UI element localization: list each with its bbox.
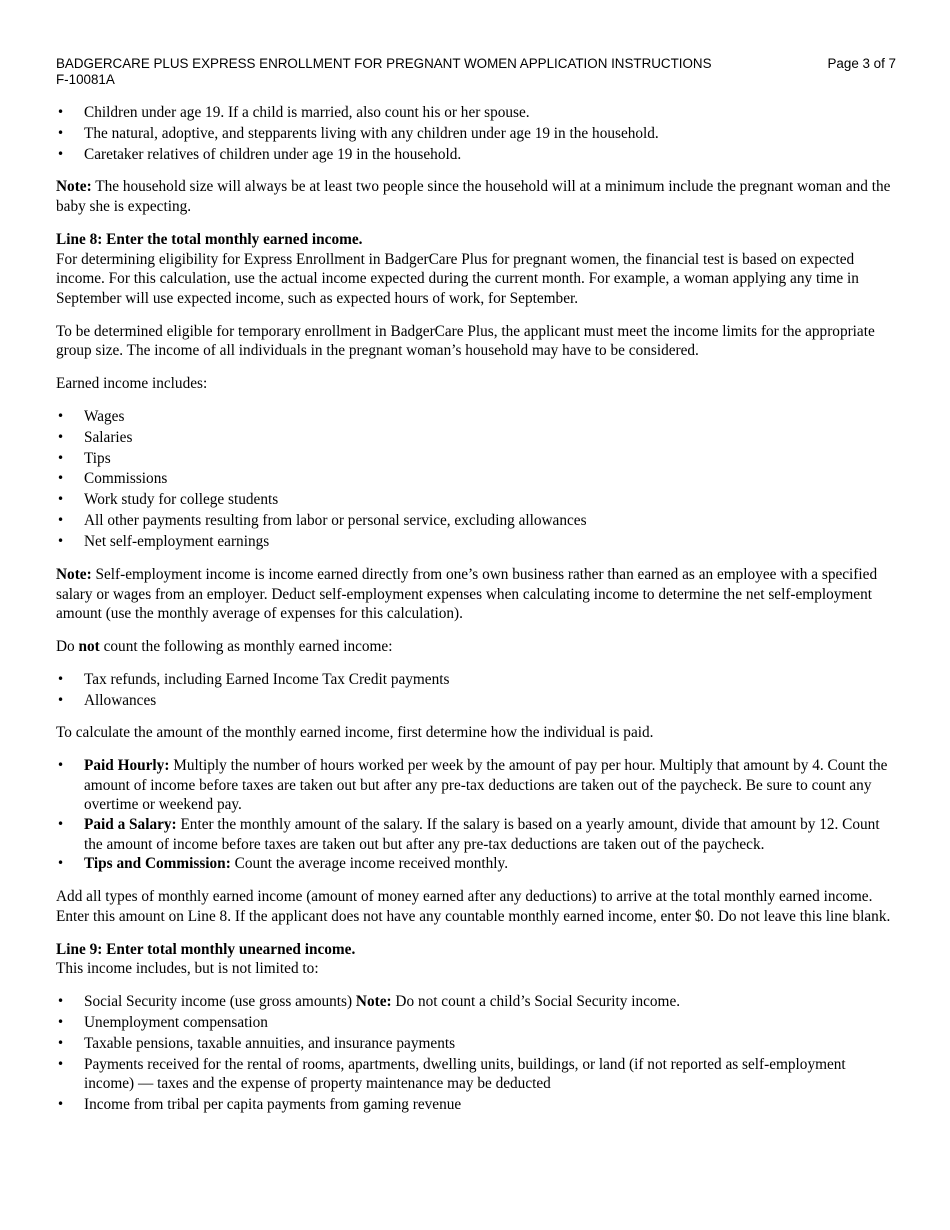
list-item-tips-commission: • Tips and Commission: Count the average income received monthly. [56,854,896,874]
list-item: • Payments received for the rental of rooms, apartments, dwelling units, buildings, or land (if not reported as self-employment income) — taxes and the expense of property maintenance may be deducted [56,1055,896,1094]
earned-income-intro: Earned income includes: [56,375,208,393]
list-item: • Taxable pensions, taxable annuities, and insurance payments [56,1034,896,1054]
list-item: • Unemployment compensation [56,1013,896,1033]
document-title: BADGERCARE PLUS EXPRESS ENROLLMENT FOR PREGNANT WOMEN APPLICATION INSTRUCTIONS [56,56,712,71]
list-item: • Caretaker relatives of children under age 19 in the household. [56,145,896,165]
page-header [56,56,896,88]
line8-paragraph-2: To be determined eligible for temporary enrollment in BadgerCare Plus, the applicant must meet the income limits for the appropriate group size. The income of all individuals in the pregnant woman’s household may have to be considered. [56,322,875,360]
list-item: • Income from tribal per capita payments from gaming revenue [56,1095,896,1115]
list-item: • Children under age 19. If a child is married, also count his or her spouse. [56,103,896,123]
household-size-note [56,177,896,216]
pay-type-list [56,756,896,874]
note-text: The household size will always be at least two people since the household will at a minimum include the pregnant woman and the baby she is expecting. [56,178,891,216]
list-item: • Wages [56,407,896,427]
line9-heading: Line 9: Enter total monthly unearned income. [56,940,356,958]
list-item: • Tax refunds, including Earned Income Tax Credit payments [56,670,896,690]
earned-income-list [56,407,896,552]
list-item: • Commissions [56,469,896,489]
list-item-paid-salary: • Paid a Salary: Enter the monthly amount of the salary. If the salary is based on a yearly amount, divide that amount by 12. Count the amount of income before taxes are taken out but after any pre-tax deductions are taken out of the paycheck. [56,815,896,854]
list-item: • Allowances [56,691,896,711]
list-item: • Work study for college students [56,490,896,510]
page-number: Page 3 of 7 [827,56,896,71]
line8-paragraph-1: For determining eligibility for Express Enrollment in BadgerCare Plus for pregnant women, the financial test is based on expected income. For this calculation, use the actual income expected during the current month. For example, a woman applying any time in September will use expected income, such as expected hours of work, for September. [56,250,859,307]
list-item: • Salaries [56,428,896,448]
note-label: Note: [56,178,92,196]
page-content [56,103,896,1128]
self-employment-note [56,565,896,624]
do-not-count-intro: Do not count the following as monthly earned income: [56,637,393,655]
list-item: • Tips [56,449,896,469]
list-item: • Social Security income (use gross amounts) Note: Do not count a child’s Social Security income. [56,992,896,1012]
list-item: • All other payments resulting from labor or personal service, excluding allowances [56,511,896,531]
line8-heading: Line 8: Enter the total monthly earned income. [56,230,363,248]
not-earned-income-list [56,670,896,711]
note-text: Self-employment income is income earned directly from one’s own business rather than earned as an employee with a specified salary or wages from an employer. Deduct self-employment expenses when calculating income to determine the net self-employment amount (use the monthly average of expenses for this calculation). [56,565,878,623]
form-number: F-10081A [56,72,115,87]
unearned-income-list [56,992,896,1115]
calculation-intro: To calculate the amount of the monthly earned income, first determine how the individual is paid. [56,724,654,742]
list-item: • The natural, adoptive, and stepparents living with any children under age 19 in the household. [56,124,896,144]
line9-intro: This income includes, but is not limited to: [56,960,319,978]
note-label: Note: [56,565,92,583]
list-item: • Net self-employment earnings [56,532,896,552]
list-item-paid-hourly: • Paid Hourly: Multiply the number of hours worked per week by the amount of pay per hour. Multiply that amount by 4. Count the amount of income before taxes are taken out but after any pre-tax deductions are taken out of the paycheck. Be sure to count any overtime or weekend pay. [56,756,896,815]
household-members-list [56,103,896,164]
line8-closing: Add all types of monthly earned income (amount of money earned after any deductions) to arrive at the total monthly earned income. Enter this amount on Line 8. If the applicant does not have any countable monthly earned income, enter $0. Do not leave this line blank. [56,888,891,925]
